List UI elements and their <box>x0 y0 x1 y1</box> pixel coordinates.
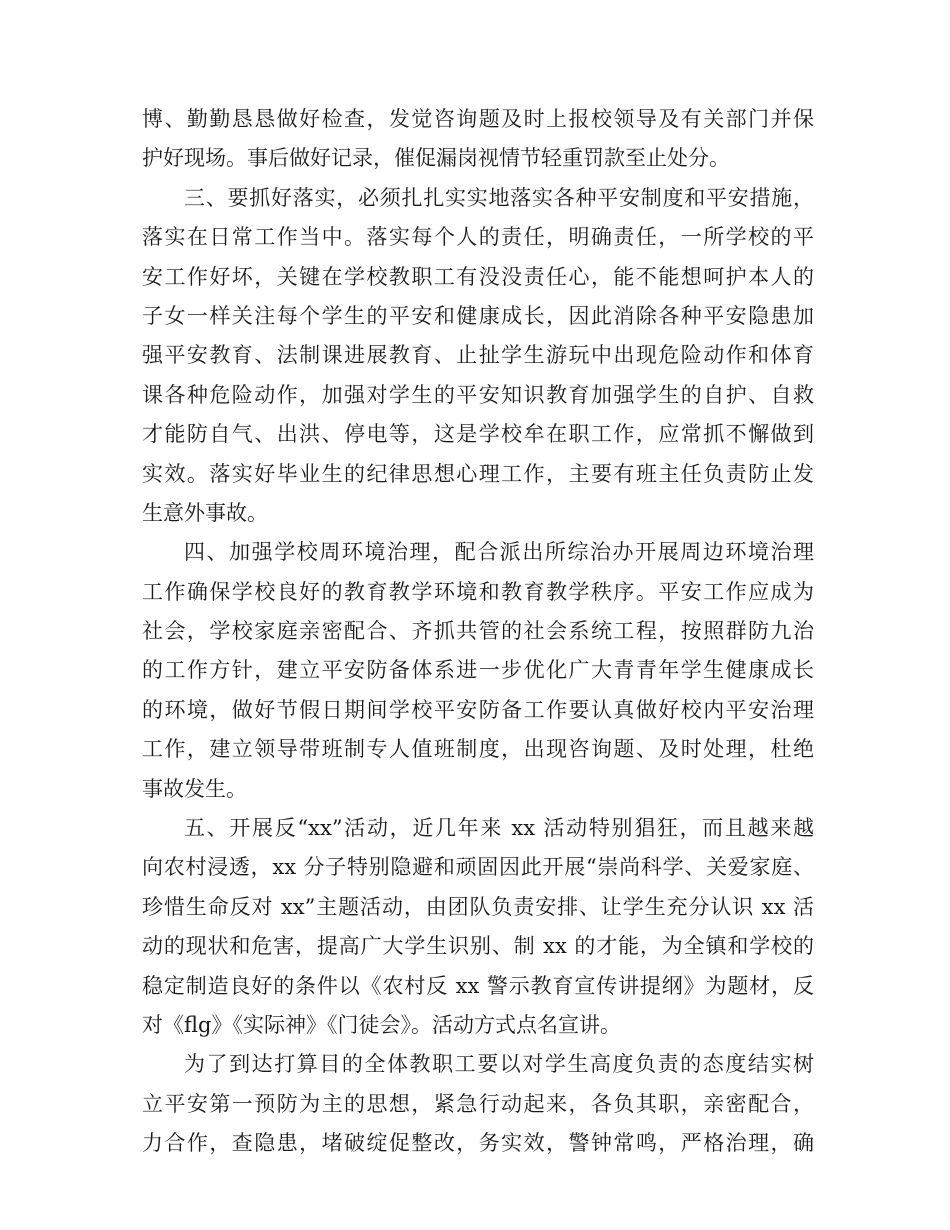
text-line: 落实在日常工作当中。落实每个人的责任，明确责任，一所学校的平 <box>142 225 814 250</box>
text-line: 事故发生。 <box>142 776 247 801</box>
text-line: 课各种危险动作，加强对学生的平安知识教育加强学生的自护、自救 <box>142 382 814 407</box>
text-line: 实效。落实好毕业生的纪律思想心理工作，主要有班主任负责防止发 <box>142 461 814 486</box>
text-line: 五、开展反“xx”活动，近几年来 xx 活动特别猖狂，而且越来越 <box>184 816 814 841</box>
text-line: 力合作，查隐患，堵破绽促整改，务实效，警钟常鸣，严格治理，确 <box>142 1131 814 1156</box>
text-line: 立平安第一预防为主的思想，紧急行动起来，各负其职，亲密配合， <box>142 1091 814 1116</box>
text-line: 珍惜生命反对 xx”主题活动，由团队负责安排、让学生充分认识 xx 活 <box>142 894 814 919</box>
text-line: 的工作方针，建立平安防备体系进一步优化广大青青年学生健康成长 <box>142 658 814 683</box>
document-body <box>142 100 814 1164</box>
text-line: 生意外事故。 <box>142 500 268 525</box>
text-line: 社会，学校家庭亲密配合、齐抓共管的社会系统工程，按照群防九治 <box>142 619 814 644</box>
text-line: 工作，建立领导带班制专人值班制度，出现咨询题、及时处理，杜绝 <box>142 737 814 762</box>
text-line: 强平安教育、法制课进展教育、止扯学生游玩中出现危险动作和体育 <box>142 343 814 368</box>
text-line: 动的现状和危害，提高广大学生识别、制 xx 的才能，为全镇和学校的 <box>142 934 814 959</box>
text-line: 的环境，做好节假日期间学校平安防备工作要认真做好校内平安治理 <box>142 697 814 722</box>
text-line: 工作确保学校良好的教育教学环境和教育教学秩序。平安工作应成为 <box>142 579 814 604</box>
text-line: 四、加强学校周环境治理，配合派出所综治办开展周边环境治理 <box>184 540 814 565</box>
text-line: 对《flg》《实际神》《门徒会》。活动方式点名宣讲。 <box>142 1012 621 1037</box>
text-line: 子女一样关注每个学生的平安和健康成长，因此消除各种平安隐患加 <box>142 303 814 328</box>
text-line: 博、勤勤恳恳做好检查，发觉咨询题及时上报校领导及有关部门并保 <box>142 107 814 131</box>
text-line: 安工作好坏，关键在学校教职工有没没责任心，能不能想呵护本人的 <box>142 264 814 289</box>
text-line: 向农村浸透，xx 分子特别隐避和顽固因此开展“崇尚科学、关爱家庭、 <box>142 855 814 880</box>
text-line: 护好现场。事后做好记录，催促漏岗视情节轻重罚款至止处分。 <box>142 146 730 171</box>
text-line: 为了到达打算目的全体教职工要以对学生高度负责的态度结实树 <box>184 1052 814 1077</box>
text-line: 才能防自气、出洪、停电等，这是学校牟在职工作，应常抓不懈做到 <box>142 422 814 447</box>
text-line: 稳定制造良好的条件以《农村反 xx 警示教育宣传讲提纲》为题材，反 <box>142 973 814 998</box>
text-line: 三、要抓好落实，必须扎扎实实地落实各种平安制度和平安措施， <box>184 185 814 210</box>
